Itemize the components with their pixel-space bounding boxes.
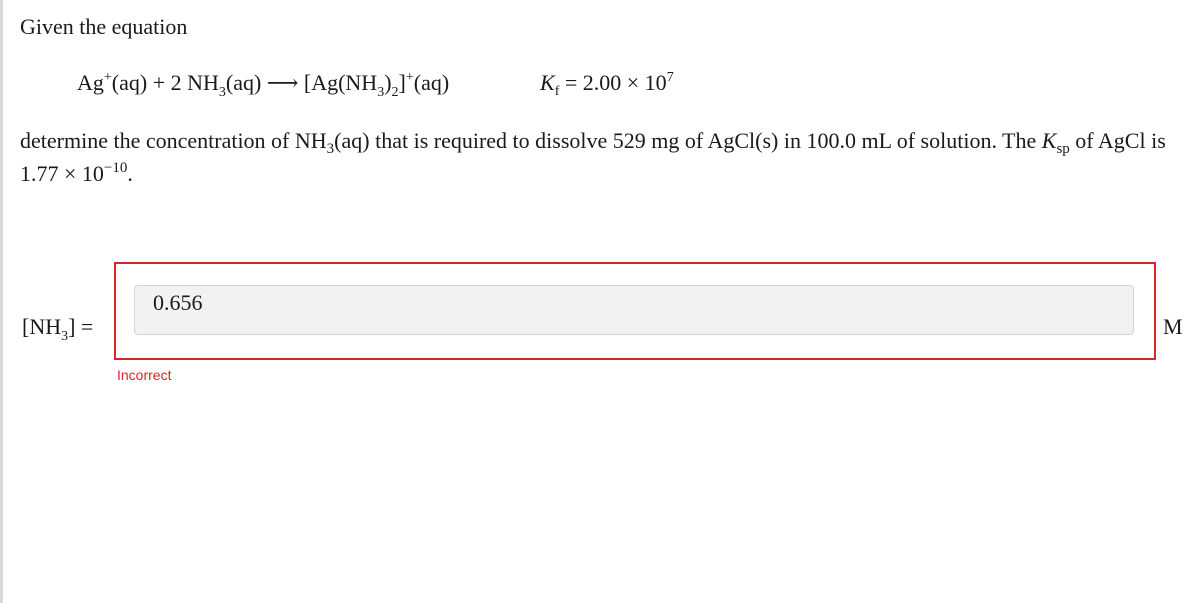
- reaction-complex-a: [Ag(NH: [303, 70, 378, 95]
- problem-part3: of AgCl is 1.77 × 10: [20, 128, 1166, 186]
- reaction-ag: Ag: [77, 70, 104, 95]
- reaction-complex-state: (aq): [413, 70, 450, 95]
- answer-unit: M: [1163, 314, 1183, 339]
- reaction-nh3-state: (aq): [225, 70, 262, 95]
- answer-label-a: [NH: [22, 314, 62, 339]
- reaction-ag-state: (aq) + 2 NH: [111, 70, 219, 95]
- problem-part4: .: [127, 161, 133, 186]
- kf-exponent: 7: [666, 70, 674, 85]
- reaction-complex-sub2: 2: [391, 85, 399, 100]
- question-intro: Given the equation: [20, 14, 188, 39]
- answer-input[interactable]: [134, 285, 1134, 335]
- reaction-ag-charge: +: [103, 70, 112, 85]
- kf-subscript: f: [554, 84, 560, 99]
- reaction-complex-c: ]: [398, 70, 406, 95]
- reaction-nh3-subscript: 3: [218, 85, 226, 100]
- problem-part1: determine the concentration of NH: [20, 128, 327, 153]
- ksp-exponent: −10: [103, 160, 128, 176]
- ksp-symbol: K: [1041, 128, 1057, 153]
- answer-label: [22, 312, 93, 342]
- reaction-equation: [77, 68, 449, 98]
- kf-value: = 2.00 × 10: [559, 70, 667, 95]
- problem-part2: (aq) that is required to dissolve 529 mg of AgCl(s) in 100.0 mL of solution. The: [334, 128, 1042, 153]
- reaction-arrow: ⟶: [266, 70, 299, 95]
- reaction-complex-sub1: 3: [377, 85, 385, 100]
- left-border: [0, 0, 3, 603]
- answer-label-b: ] =: [68, 314, 94, 339]
- formation-constant: [540, 68, 674, 98]
- reaction-complex-b: ): [384, 70, 392, 95]
- problem-nh3-subscript: 3: [326, 141, 335, 157]
- answer-label-subscript: 3: [61, 329, 69, 344]
- ksp-subscript: sp: [1056, 141, 1070, 157]
- reaction-complex-charge: +: [405, 70, 414, 85]
- kf-symbol: K: [540, 70, 555, 95]
- problem-statement: [20, 124, 1192, 190]
- feedback-incorrect: Incorrect: [117, 367, 172, 383]
- answer-error-frame: [114, 262, 1156, 360]
